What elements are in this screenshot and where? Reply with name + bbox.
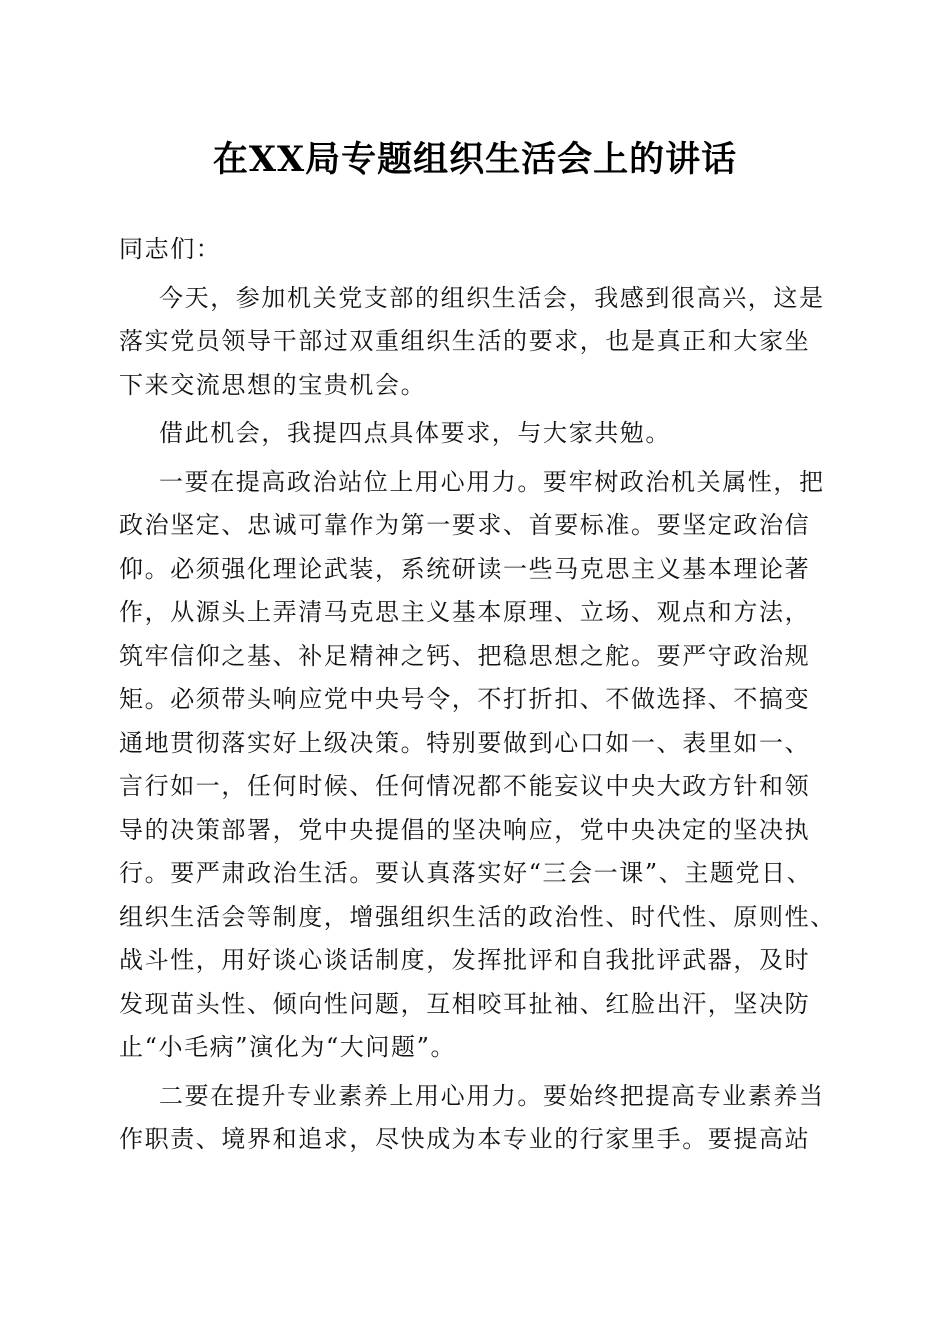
paragraph-line: 矩。必须带头响应党中央号令，不打折扣、不做选择、不搞变: [119, 685, 811, 713]
paragraph-line: 通地贯彻落实好上级决策。特别要做到心口如一、表里如一、: [119, 728, 811, 757]
paragraph-1: [119, 277, 839, 408]
paragraph-line: 下来交流思想的宝贵机会。: [119, 370, 427, 399]
paragraph-line: 发现苗头性、倾向性问题，互相咬耳扯袖、红脸出汗，坚决防: [119, 989, 811, 1018]
paragraph-line: 政治坚定、忠诚可靠作为第一要求、首要标准。要坚定政治信: [119, 511, 811, 539]
paragraph-line: 今天，参加机关党支部的组织生活会，我感到很高兴，这是: [159, 283, 825, 312]
paragraph-line: 行。要严肃政治生活。要认真落实好“三会一课”、主题党日、: [119, 859, 813, 887]
paragraph-line: 二要在提升专业素养上用心用力。要始终把提高专业素养当: [159, 1081, 825, 1110]
paragraph-line: 言行如一，任何时候、任何情况都不能妄议中央大政方针和领: [119, 772, 811, 800]
paragraph-2: [119, 412, 839, 456]
paragraph-line: 止“小毛病”演化为“大问题”。: [119, 1033, 457, 1061]
paragraph-3: [119, 461, 839, 1070]
paragraph-line: 导的决策部署，党中央提倡的坚决响应，党中央决定的坚决执: [119, 815, 811, 844]
paragraph-line: 仰。必须强化理论武装，系统研读一些马克思主义基本理论著: [119, 554, 811, 583]
paragraph-line: 作，从源头上弄清马克思主义基本原理、立场、观点和方法，: [119, 598, 811, 626]
paragraph-line: 落实党员领导干部过双重组织生活的要求，也是真正和大家坐: [119, 327, 811, 355]
paragraph-line: 组织生活会等制度，增强组织生活的政治性、时代性、原则性、: [119, 902, 836, 931]
paragraph-4: [119, 1075, 839, 1162]
document-body: [119, 228, 839, 1162]
paragraph-line: 借此机会，我提四点具体要求，与大家共勉。: [159, 419, 671, 447]
salutation: 同志们：: [119, 235, 222, 263]
paragraph-line: 一要在提高政治站位上用心用力。要牢树政治机关属性，把: [159, 467, 825, 496]
document-title: 在XX局专题组织生活会上的讲话: [212, 139, 738, 180]
paragraph-line: 战斗性，用好谈心谈话制度，发挥批评和自我批评武器，及时: [119, 946, 811, 974]
paragraph-line: 筑牢信仰之基、补足精神之钙、把稳思想之舵。要严守政治规: [119, 641, 811, 670]
paragraph-line: 作职责、境界和追求，尽快成为本专业的行家里手。要提高站: [119, 1125, 811, 1153]
